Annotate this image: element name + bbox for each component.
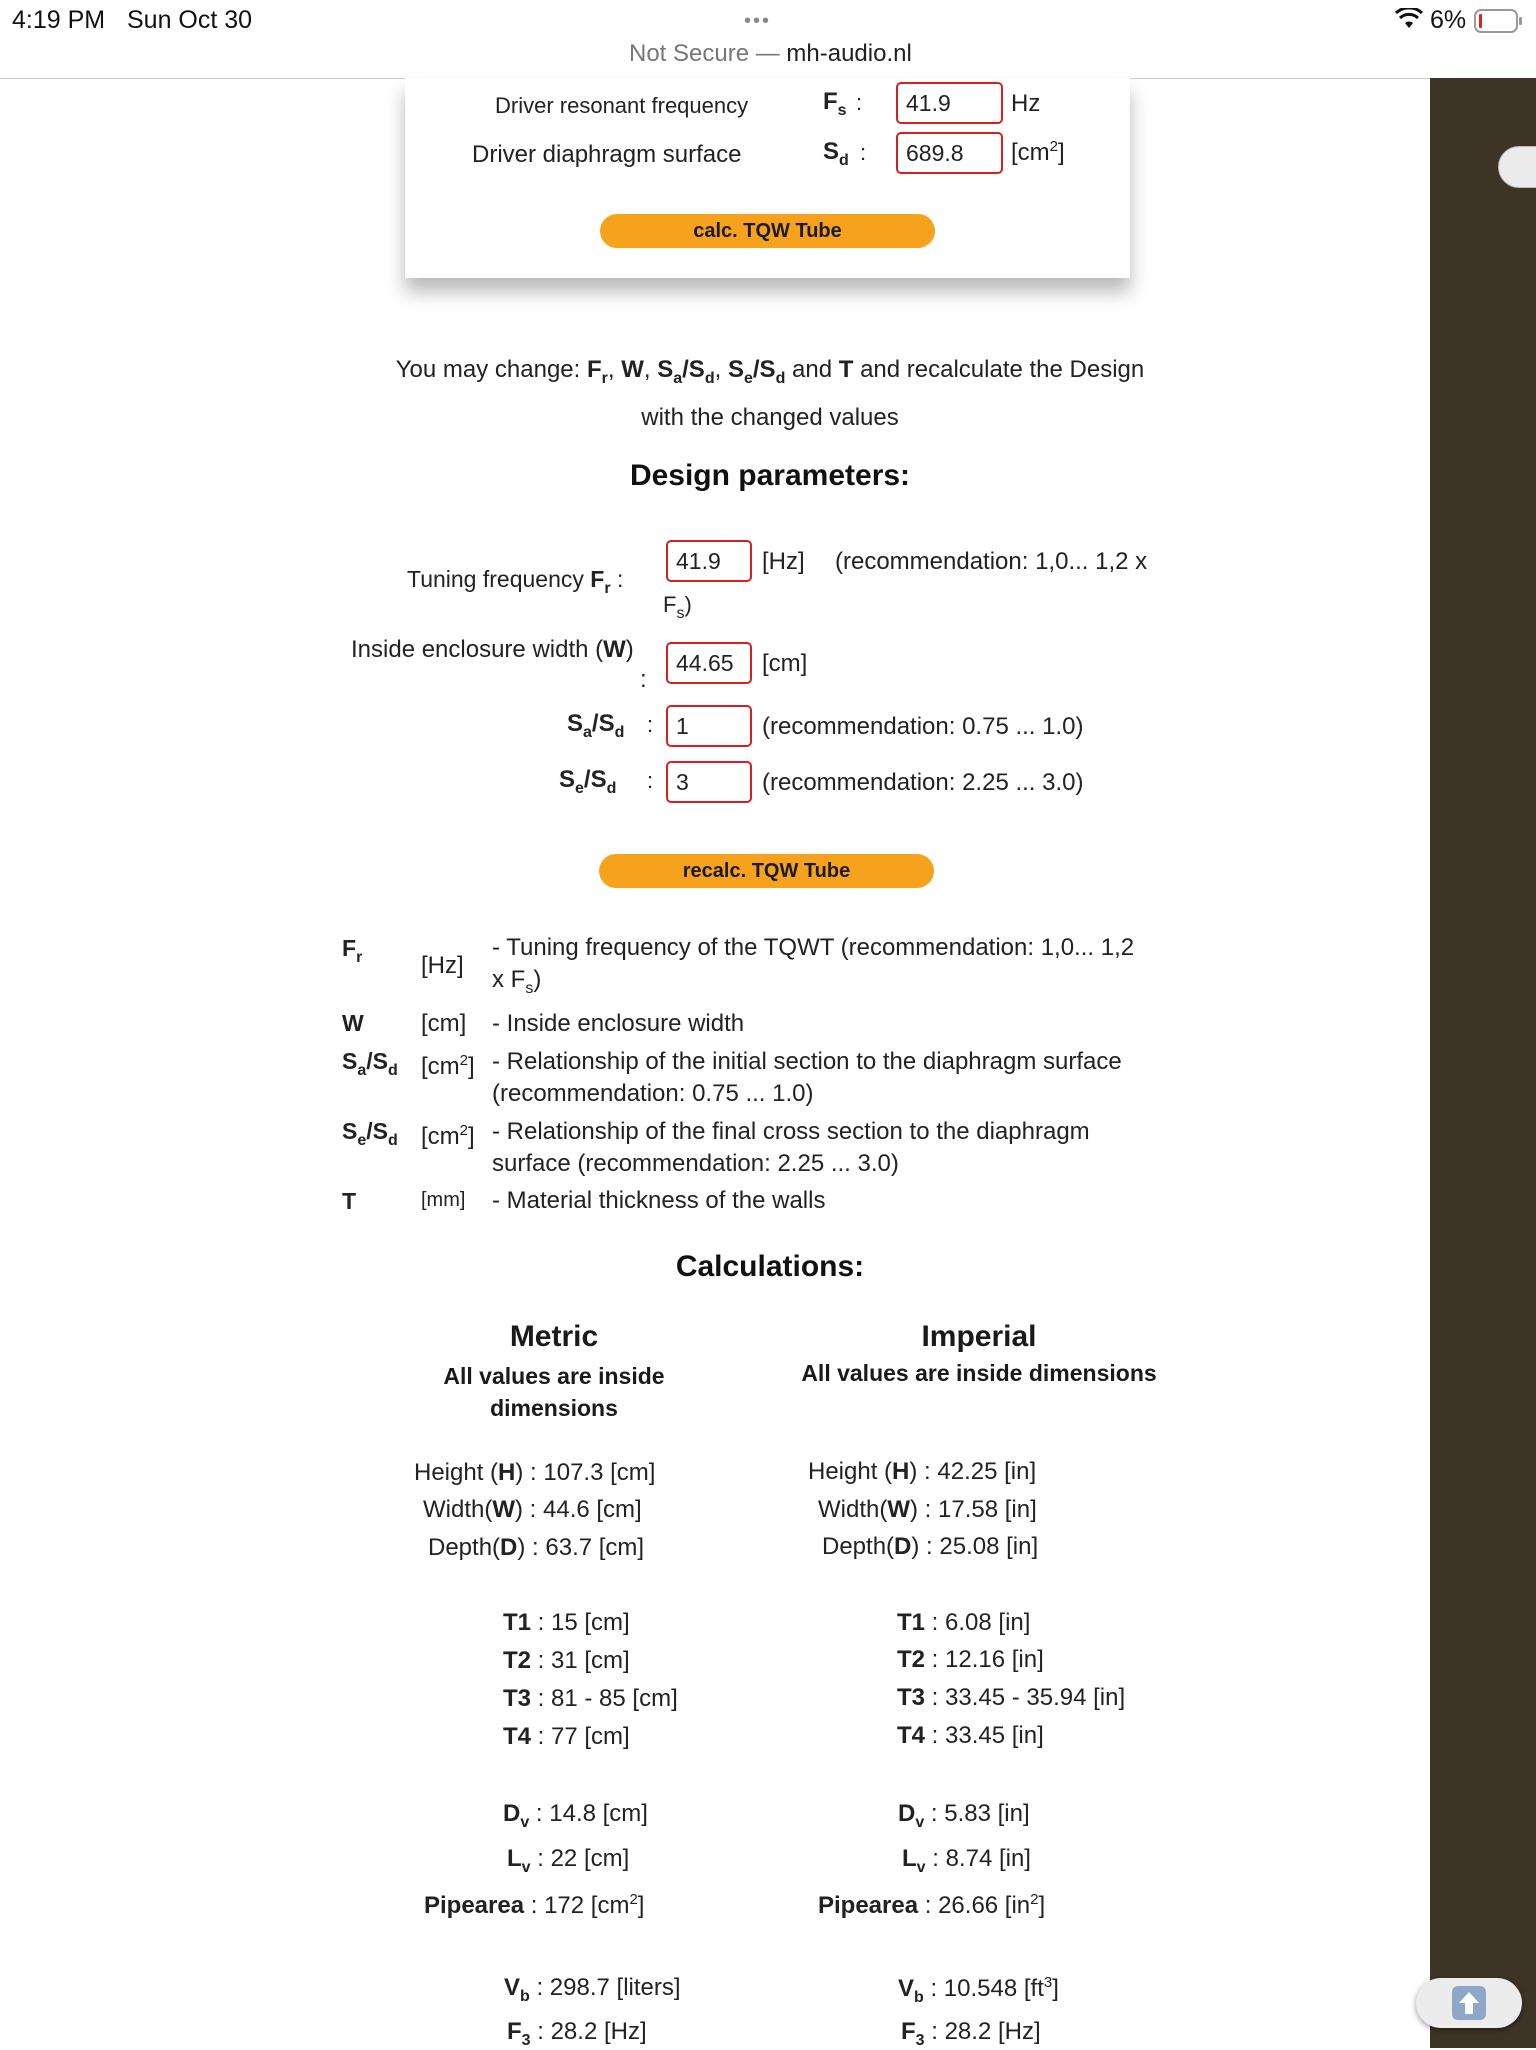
imperial-f3: $F_3$ : 28.2 [Hz] xyxy=(901,2018,1041,2049)
metric-subtitle: All values are inside dimensions xyxy=(443,1363,665,1421)
metric-title: Metric xyxy=(509,1320,599,1353)
legend-sesd-unit: $[cm^2]$ xyxy=(421,1122,475,1150)
sd-unit: $[cm^2]$ xyxy=(1011,138,1065,166)
design-heading: Design parameters: xyxy=(629,459,911,492)
metric-t1: T1 : 15 [cm] xyxy=(503,1609,630,1636)
sasd-label: $S_a/S_d$ xyxy=(567,710,625,741)
legend-fr-desc-cont: x $F_s$) xyxy=(492,966,542,997)
domain-label: mh-audio.nl xyxy=(786,40,912,67)
metric-f3: $F_3$ : 28.2 [Hz] xyxy=(507,2018,647,2049)
sasd-input[interactable] xyxy=(666,705,752,747)
up-arrow-icon xyxy=(1452,1986,1486,2020)
imperial-width: Width(W) : 17.58 [in] xyxy=(818,1496,1037,1523)
legend-w-desc: - Inside enclosure width xyxy=(492,1010,745,1037)
calc-tqw-button[interactable]: calc. TQW Tube xyxy=(600,214,935,248)
metric-depth: Depth(D) : 63.7 [cm] xyxy=(428,1534,645,1561)
width-label: Inside enclosure width (W) xyxy=(351,636,634,663)
scroll-to-top-button[interactable] xyxy=(1416,1978,1522,2028)
legend-w-symbol: W xyxy=(342,1010,364,1036)
imperial-dv: $D_v$ : 5.83 [in] xyxy=(898,1800,1030,1831)
sasd-recommendation: (recommendation: 0.75 ... 1.0) xyxy=(762,713,1084,740)
legend-sasd-symbol: $S_a/S_d$ xyxy=(342,1048,398,1079)
legend-sasd-unit: $[cm^2]$ xyxy=(421,1052,475,1080)
sesd-label: $S_e/S_d$ xyxy=(559,766,617,797)
fs-symbol: $F_s$ xyxy=(823,88,847,119)
metric-t2: T2 : 31 [cm] xyxy=(503,1647,630,1674)
sesd-recommendation: (recommendation: 2.25 ... 3.0) xyxy=(762,769,1084,796)
legend-sesd-symbol: $S_e/S_d$ xyxy=(342,1118,398,1149)
metric-lv: $L_v$ : 22 [cm] xyxy=(507,1845,630,1876)
address-bar[interactable] xyxy=(629,40,912,68)
battery-icon xyxy=(1474,9,1524,38)
sd-input[interactable] xyxy=(896,132,1003,174)
side-tab-handle[interactable] xyxy=(1498,146,1536,188)
status-date: Sun Oct 30 xyxy=(127,6,253,34)
sd-label: Driver diaphragm surface xyxy=(472,141,742,168)
legend-sasd-desc: - Relationship of the initial section to the diaphragm surface xyxy=(492,1048,1122,1075)
legend-t-desc: - Material thickness of the walls xyxy=(492,1187,826,1214)
metric-dv: $D_v$ : 14.8 [cm] xyxy=(503,1800,648,1831)
intro-paragraph: You may change: $F_r$, W, $S_a/S_d$, $S_e/S_d$ and T and recalculate the Design with the changed values xyxy=(395,356,1145,431)
imperial-height: Height (H) : 42.25 [in] xyxy=(808,1458,1037,1485)
imperial-t1: T1 : 6.08 [in] xyxy=(897,1609,1031,1636)
tuning-unit: [Hz] xyxy=(762,548,805,575)
imperial-t3: T3 : 33.45 - 35.94 [in] xyxy=(897,1684,1126,1711)
sd-symbol: $S_d$ xyxy=(823,138,849,169)
tuning-frequency-input[interactable] xyxy=(666,540,752,582)
legend-sasd-desc-cont: (recommendation: 0.75 ... 1.0) xyxy=(492,1080,814,1107)
imperial-vb: $V_b$ : 10.548 $[ft^3]$ xyxy=(898,1974,1059,2006)
fs-colon: : xyxy=(856,90,863,115)
imperial-title: Imperial xyxy=(921,1320,1037,1353)
metric-t4: T4 : 77 [cm] xyxy=(503,1723,630,1750)
sesd-colon: : xyxy=(647,768,654,793)
imperial-lv: $L_v$ : 8.74 [in] xyxy=(902,1845,1031,1876)
battery-percent: 6% xyxy=(1430,6,1467,34)
imperial-depth: Depth(D) : 25.08 [in] xyxy=(822,1533,1039,1560)
tuning-recommendation: (recommendation: 1,0... 1,2 x xyxy=(835,548,1148,575)
imperial-t2: T2 : 12.16 [in] xyxy=(897,1646,1044,1673)
tab-dots[interactable]: ••• xyxy=(744,10,772,32)
wifi-icon xyxy=(1394,8,1424,35)
side-panel xyxy=(1430,78,1536,2048)
imperial-t4: T4 : 33.45 [in] xyxy=(897,1722,1044,1749)
security-label: Not Secure — xyxy=(629,40,780,67)
tuning-recommendation-cont: $F_s$) xyxy=(663,592,692,622)
metric-t3: T3 : 81 - 85 [cm] xyxy=(503,1685,678,1712)
legend-sesd-desc-cont: surface (recommendation: 2.25 ... 3.0) xyxy=(492,1150,899,1177)
recalc-tqw-button[interactable]: recalc. TQW Tube xyxy=(599,854,934,888)
legend-t-symbol: T xyxy=(342,1188,357,1214)
legend-w-unit: [cm] xyxy=(421,1010,467,1037)
status-time: 4:19 PM xyxy=(12,6,106,34)
metric-vb: $V_b$ : 298.7 [liters] xyxy=(504,1974,681,2005)
fs-label: Driver resonant frequency xyxy=(495,93,749,118)
width-unit: [cm] xyxy=(762,650,808,677)
imperial-subtitle: All values are inside dimensions xyxy=(801,1360,1157,1386)
metric-pipearea: Pipearea : 172 $[cm^2]$ xyxy=(424,1891,645,1919)
tuning-label: Tuning frequency $F_r$ : xyxy=(407,566,624,597)
legend-sesd-desc: - Relationship of the final cross section to the diaphragm xyxy=(492,1118,1090,1145)
imperial-column xyxy=(759,1320,1199,1387)
metric-column xyxy=(404,1320,704,1424)
fs-unit: Hz xyxy=(1011,90,1041,117)
legend-fr-unit: [Hz] xyxy=(421,952,464,979)
width-colon: : xyxy=(640,666,647,693)
sd-colon: : xyxy=(860,140,867,165)
calculations-heading: Calculations: xyxy=(675,1250,865,1283)
legend-fr-symbol: $F_r$ xyxy=(342,935,363,966)
metric-height: Height (H) : 107.3 [cm] xyxy=(414,1459,656,1486)
sasd-colon: : xyxy=(647,712,654,737)
metric-width: Width(W) : 44.6 [cm] xyxy=(423,1496,642,1523)
fs-input[interactable] xyxy=(896,82,1003,124)
legend-t-unit: [mm] xyxy=(421,1189,466,1211)
sesd-input[interactable] xyxy=(666,761,752,803)
width-input[interactable] xyxy=(666,642,752,684)
imperial-pipearea: Pipearea : 26.66 $[in^2]$ xyxy=(818,1891,1046,1919)
legend-fr-desc: - Tuning frequency of the TQWT (recommendation: 1,0... 1,2 xyxy=(492,934,1135,961)
